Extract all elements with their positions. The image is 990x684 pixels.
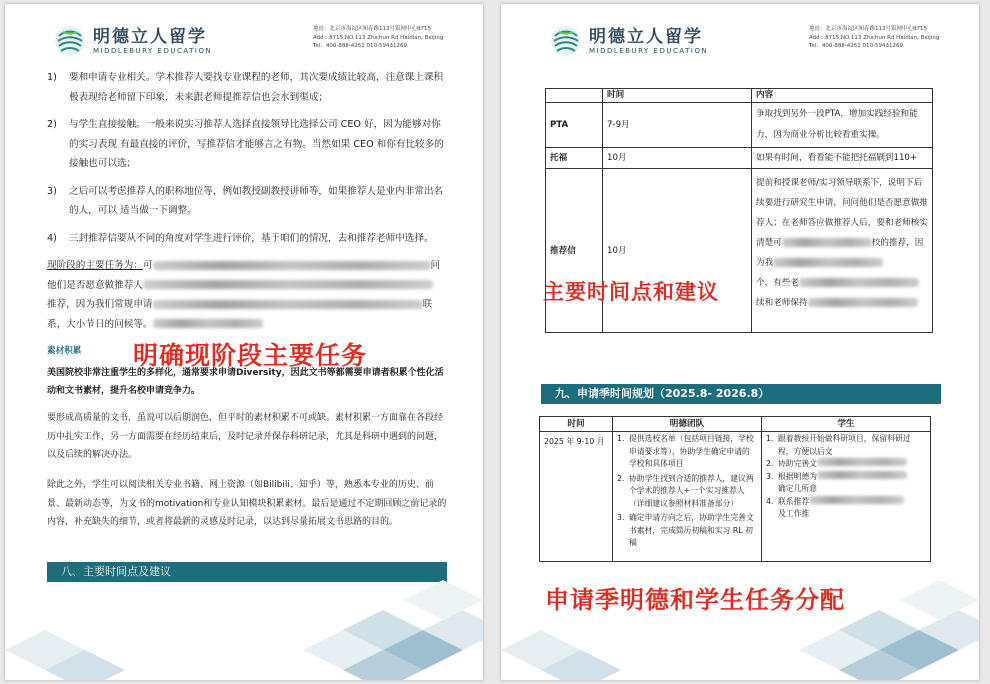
- list-item: [766, 433, 926, 458]
- table-header-cell: 明德团队: [613, 417, 762, 432]
- table-cell: 托福: [546, 148, 603, 169]
- page-24: [501, 4, 979, 680]
- list-item: [617, 512, 757, 550]
- section-heading: 素材积累: [47, 346, 82, 356]
- table-cell: 10月: [603, 169, 752, 333]
- list-item: [47, 68, 449, 107]
- list-text: 根据明德为: [778, 471, 817, 481]
- list-number: 4): [47, 232, 57, 244]
- task-label: 现阶段的主要任务为：: [47, 260, 143, 271]
- phone: Tel：400-888-4251 010-59431269: [809, 43, 904, 49]
- table-cell: 争取找到另外一段PTA，增加实践经验和能力，因为商业分析比较看重实操。: [752, 103, 933, 148]
- address-en: Add：8715,NO.113 Zhichun Rd Haidian, Beijing: [313, 34, 444, 41]
- table-cell: [752, 169, 933, 333]
- team-tasks-cell: [613, 432, 762, 562]
- address-cn: 地址：北京市海淀区知春路113号银网中心8715: [809, 26, 927, 32]
- list-number: 4.: [766, 496, 774, 506]
- redacted-text: [817, 458, 907, 466]
- brand-name-en: MIDDLEBURY EDUCATION: [589, 46, 709, 55]
- geometric-decoration: [5, 610, 135, 680]
- page-23: [5, 4, 483, 680]
- student-tasks-cell: [762, 432, 931, 562]
- table-row: [546, 169, 933, 333]
- task-fragment: 可: [142, 260, 153, 271]
- material-paragraph: 要形成高质量的文书，虽说可以后期润色，但平时的素材积累不可或缺。素材积累一方面靠在各段经历中扎实工作，另一方面需要在经历结束后，及时记录并保存科研记录，尤其是科研中遇到的问题，以及后续的解决办法。: [47, 413, 444, 460]
- list-text: 确定几所意: [778, 484, 817, 493]
- table-header-cell: [546, 89, 603, 103]
- list-number: 1.: [617, 434, 625, 443]
- list-text: 协助学生找到合适的推荐人，建议两个学术的推荐人+一个实习推荐人（详细建议参照材料准备部分）: [629, 473, 754, 508]
- task-fragment: 联: [422, 299, 433, 310]
- current-task-paragraph: [47, 256, 449, 334]
- list-item: [766, 496, 926, 509]
- section-title-bar: 九、申请季时间规划（2025.8- 2026.8）: [541, 384, 941, 404]
- brand-name-cn: 明德立人留学: [589, 26, 703, 47]
- cell-text: 续和老师保持: [756, 298, 808, 308]
- table-header-cell: 内容: [752, 89, 933, 103]
- table-cell: 推荐信: [546, 169, 603, 333]
- brand-name-cn: 明德立人留学: [93, 26, 207, 47]
- redacted-text: [799, 278, 919, 287]
- material-paragraph: 除此之外，学生可以阅读相关专业书籍、网上资源（如Bilibili、知乎）等，熟悉本专业的历史、前景、最新动态等，为文书的motivation和专业认知模块积累素材。最后是通过不定期回顾之前记录的内容，补充缺失的细节，或者将最新的灵感及时记录，以达到尽量拓展文书思路的目的。: [47, 480, 447, 527]
- table-cell: 如果有时间，看看能不能把托福刷到110+: [752, 148, 933, 169]
- table-cell: 2025 年 9-10 月: [540, 432, 613, 562]
- brand-name-en: MIDDLEBURY EDUCATION: [93, 46, 213, 55]
- table-cell: 10月: [603, 148, 752, 169]
- table-header-cell: 时间: [603, 89, 752, 103]
- list-text: 确定申请方向之后，协助学生完善文书素材，完成简历初稿和实习 RL 初稿: [629, 513, 754, 547]
- task-line: 他们是否愿意做推荐人: [47, 279, 143, 291]
- address-cn: 地址：北京市海淀区知春路113号银网中心8715: [313, 26, 431, 32]
- list-number: 2.: [766, 459, 774, 468]
- task-allocation-table: [539, 416, 931, 562]
- list-item: [617, 473, 757, 511]
- list-text: 与学生直接接触。一般来说实习推荐人选择直接领导比选择公司 CEO 好，因为能够对你的实习表现 有最直接的评价，写推荐信才能够言之有物。当然如果 CEO 和你有比较多的接触也可以选；: [69, 119, 444, 169]
- redacted-text: [143, 280, 433, 289]
- section-title-bar: 八、主要时间点及建议: [47, 562, 447, 582]
- cell-text: 个，有些老: [756, 278, 799, 288]
- annotation-overlay: 明确现阶段主要任务: [133, 341, 368, 370]
- table-cell: PTA: [546, 103, 603, 148]
- list-text: 协助完善文: [778, 459, 817, 468]
- redacted-text: [153, 319, 263, 328]
- geometric-decoration: [253, 570, 483, 680]
- list-number: 3): [47, 185, 57, 197]
- list-text: 之后可以考虑推荐人的职称地位等，例如教授副教授讲师等，如果推荐人是业内非常出名的人，可以 适当做一下调整。: [69, 185, 444, 216]
- list-text: 及工作推: [778, 509, 810, 518]
- list-number: 3.: [617, 513, 625, 522]
- list-item: [617, 433, 757, 471]
- table-cell: 7-9月: [603, 103, 752, 148]
- list-item: [766, 458, 926, 471]
- task-line: 推荐，因为我们常规申请: [47, 299, 153, 310]
- geometric-decoration: [501, 610, 631, 680]
- table-row: [546, 103, 933, 148]
- list-text: 要和申请专业相关。学术推荐人要找专业课程的老师，其次要成绩比较高，注意课上课积极表现给老师留下印象，未来跟老师提推荐信也会水到渠成；: [69, 72, 444, 103]
- list-number: 3.: [766, 471, 774, 481]
- list-number: 2.: [617, 473, 625, 483]
- brand-logo: [549, 24, 708, 58]
- logo-mark-icon: [549, 24, 583, 58]
- annotation-overlay: 申请季明德和学生任务分配: [545, 586, 845, 614]
- redacted-text: [817, 471, 907, 479]
- task-fragment: 问: [430, 260, 441, 271]
- list-number: 1.: [766, 434, 774, 443]
- list-text: 跟着教授开始做科研项目，保留科研过程，方便以后文: [778, 434, 911, 456]
- header-address: [313, 25, 473, 51]
- list-item: [47, 182, 449, 221]
- list-text: 提供选校名单（包括项目链接，学校申请要求等），协助学生确定申请的学校和具体项目: [629, 434, 754, 468]
- cell-text: 校的推荐，因为我: [756, 238, 924, 268]
- cell-text: 提前和授课老师/实习领导联系下，说明下后续要进行研究生申请，问问他们是否愿意做推荐人；在老师答应做推荐人后，要和老师核实清楚可: [756, 178, 928, 248]
- logo-mark-icon: [53, 24, 87, 58]
- annotation-overlay: 主要时间点和建议: [543, 280, 719, 304]
- header-address: [809, 25, 969, 51]
- redacted-text: [153, 300, 423, 309]
- list-item: [766, 471, 926, 484]
- list-item: [47, 115, 449, 174]
- material-intro: 美国院校非常注重学生的多样化，通常要求申请Diversity，因此文书等都需要申请者积累个性化活动和文书素材，提升名校申请竞争力。: [47, 368, 444, 396]
- redacted-text: [153, 261, 431, 270]
- list-text: 联系推荐: [778, 496, 810, 506]
- redacted-text: [773, 258, 883, 267]
- redacted-text: [808, 298, 918, 307]
- table-row: [540, 432, 931, 562]
- redacted-text: [809, 496, 904, 504]
- list-item: [47, 229, 449, 249]
- redacted-text: [782, 238, 872, 247]
- address-en: Add：8715,NO.113 Zhichun Rd Haidian, Beijing: [809, 34, 940, 41]
- list-number: 1): [47, 72, 57, 83]
- table-row: [546, 148, 933, 169]
- list-number: 2): [47, 119, 57, 130]
- task-line: 系，大小节日的问候等。: [47, 318, 153, 330]
- phone: Tel：400-888-4251 010-59431269: [313, 43, 408, 49]
- recommender-criteria-list: [47, 68, 449, 256]
- geometric-decoration: [749, 570, 979, 680]
- table-header-cell: 学生: [762, 417, 931, 432]
- list-text: 三封推荐信要从不同的角度对学生进行评价，基于咱们的情况，去和推荐老师中选择。: [69, 232, 434, 244]
- brand-logo: [53, 24, 212, 58]
- table-header-cell: 时间: [540, 417, 613, 432]
